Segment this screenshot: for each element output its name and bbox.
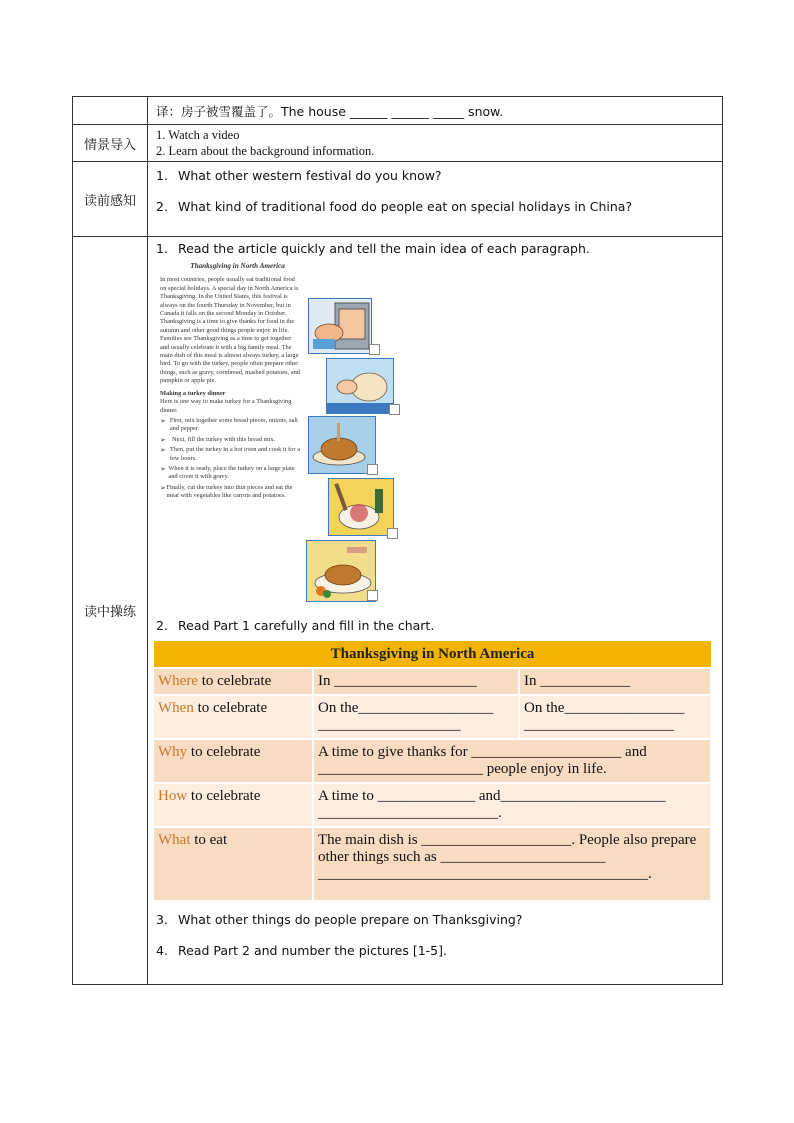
chart-blank[interactable]: A time to give thanks for ____________________ and ______________________ people enjoy in life.	[313, 739, 711, 783]
while-reading-content	[148, 237, 723, 985]
while-question-1-text: Read the article quickly and tell the main idea of each paragraph.	[178, 241, 590, 256]
chart-row-label: Why to celebrate	[154, 739, 313, 783]
article-step: ➢ Next, fill the turkey with this bread mix.	[160, 435, 276, 444]
article-step: ➢ First, mix together some bread pieces, onions, salt and pepper.	[160, 416, 298, 433]
chart-row-how	[154, 783, 711, 827]
pre-question-1-text: What other western festival do you know?	[178, 168, 442, 183]
chart-blank[interactable]: The main dish is ____________________. People also prepare other things such as ______________________ ____________________________________________.	[313, 827, 711, 901]
while-question-4-text: Read Part 2 and number the pictures [1-5].	[178, 943, 447, 958]
carving-picture	[306, 540, 376, 602]
while-question-3-text: What other things do people prepare on Thanksgiving?	[178, 912, 523, 927]
while-question-1-num: 1.	[156, 241, 168, 256]
thanksgiving-chart	[154, 641, 712, 902]
translation-row	[73, 97, 723, 125]
chart-row-label: How to celebrate	[154, 783, 313, 827]
while-question-2	[156, 618, 714, 633]
article-text	[160, 262, 300, 501]
pre-question-2-text: What kind of traditional food do people eat on special holidays in China?	[178, 199, 633, 214]
intro-label: 情景导入	[73, 125, 148, 162]
translation-text: 译：房子被雪覆盖了。The house ______ ______ _____ snow.	[148, 97, 723, 125]
while-question-4-num: 4.	[156, 943, 168, 958]
pre-reading-questions	[148, 162, 723, 237]
roast-turkey-picture	[308, 416, 376, 474]
article-intro: Here is one way to make turkey for a Thanksgiving dinner.	[160, 398, 292, 414]
article-image	[158, 262, 403, 614]
article-step: ➢ Then, put the turkey in a hot oven and cook it for a few hours.	[160, 446, 300, 462]
pre-reading-row	[73, 162, 723, 237]
chart-blank[interactable]: In ___________________	[313, 668, 519, 695]
chart-blank[interactable]: On the__________________ ___________________	[313, 695, 519, 739]
translation-label-cell	[73, 97, 148, 125]
chart-row-when	[154, 695, 711, 739]
chart-row-what	[154, 827, 711, 901]
while-question-2-text: Read Part 1 carefully and fill in the chart.	[178, 618, 435, 633]
pre-question-2-num: 2.	[156, 199, 168, 214]
article-title: Thanksgiving in North America	[190, 262, 285, 270]
oven-picture	[308, 298, 372, 354]
while-question-2-num: 2.	[156, 618, 168, 633]
chart-blank[interactable]: In ____________	[519, 668, 711, 695]
intro-item-2: 2. Learn about the background information.	[156, 144, 375, 158]
while-question-4	[156, 943, 714, 958]
chart-row-label: When to celebrate	[154, 695, 313, 739]
while-question-3-num: 3.	[156, 912, 168, 927]
stuffing-picture	[326, 358, 394, 414]
intro-item-1: 1. Watch a video	[156, 128, 240, 142]
chart-row-label: Where to celebrate	[154, 668, 313, 695]
intro-items	[148, 125, 723, 162]
chart-row-why	[154, 739, 711, 783]
article-step: ➢ When it is ready, place the turkey on a large plate and cover it with gravy.	[160, 464, 295, 481]
article-step: ➢ Finally, cut the turkey into thin pieces and eat the meat with vegetables like carrots and potatoes.	[160, 483, 293, 500]
while-question-3	[156, 912, 714, 927]
picture-checkbox[interactable]	[387, 528, 398, 539]
chart-row-where	[154, 668, 711, 695]
article-paragraph: In most countries, people usually eat traditional food on special holidays. A special day in North America is Thanksgiving. In the United States, this festival is always on the fourth Thursday in November, but in Canada it falls on the second Monday in October. Thanksgiving is a time to give thanks for food in the autumn and other good things people enjoy in life. Families see Thanksgiving as a time to get together and usually celebrate it with a big family meal. The main dish of this meal is almost always turkey, a large bird. To go with the turkey, people often prepare other things, such as gravy, cornbread, mashed potatoes, and pumpkin or apple pie.	[160, 276, 300, 385]
lesson-plan-table	[72, 96, 723, 985]
article-heading: Making a turkey dinner	[160, 389, 226, 397]
picture-checkbox[interactable]	[369, 344, 380, 355]
pre-question-1	[156, 168, 714, 183]
while-reading-row	[73, 237, 723, 985]
intro-row	[73, 125, 723, 162]
pre-reading-label: 读前感知	[73, 162, 148, 237]
pre-question-2	[156, 199, 714, 214]
chart-row-label: What to eat	[154, 827, 313, 901]
picture-checkbox[interactable]	[389, 404, 400, 415]
while-question-1	[156, 241, 714, 256]
picture-checkbox[interactable]	[367, 590, 378, 601]
picture-checkbox[interactable]	[367, 464, 378, 475]
chart-title: Thanksgiving in North America	[154, 641, 711, 668]
chart-blank[interactable]: A time to _____________ and______________________ ________________________.	[313, 783, 711, 827]
mixing-picture	[328, 478, 394, 536]
while-reading-label: 读中操练	[73, 237, 148, 985]
chart-blank[interactable]: On the________________ ____________________	[519, 695, 711, 739]
pre-question-1-num: 1.	[156, 168, 168, 183]
